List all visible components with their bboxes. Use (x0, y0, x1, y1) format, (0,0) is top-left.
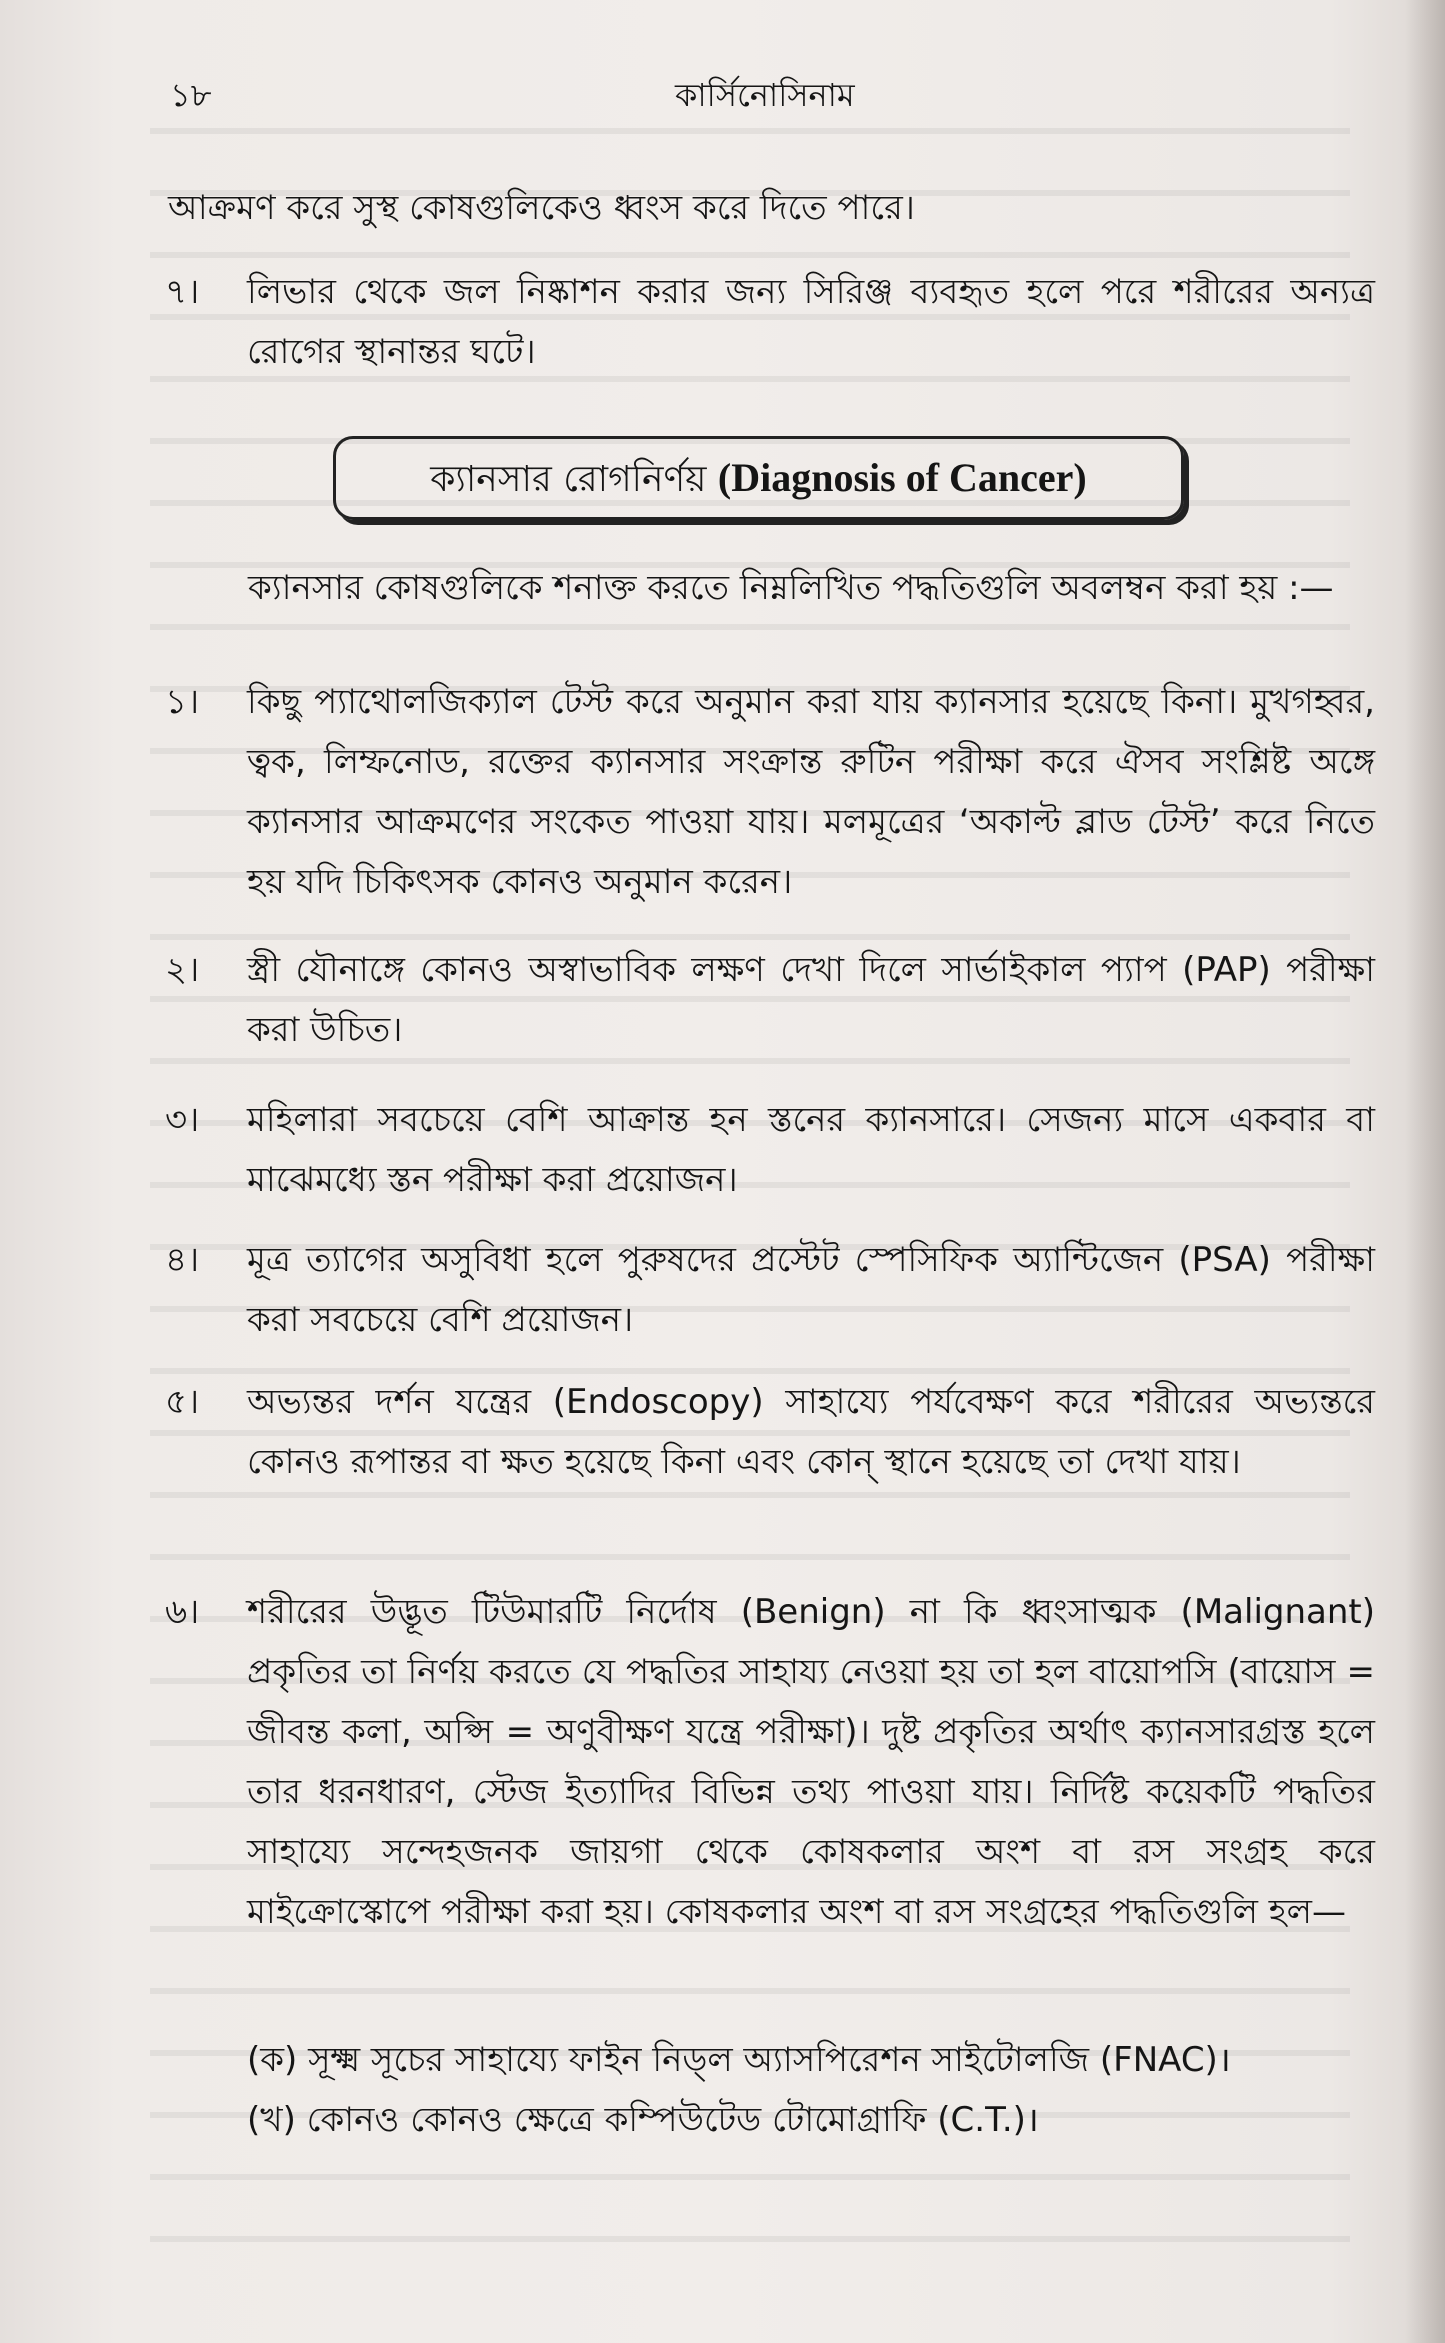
intro-paragraph: ক্যানসার কোষগুলিকে শনাক্ত করতে নিম্নলিখিত পদ্ধতিগুলি অবলম্বন করা হয় :— (248, 568, 1334, 608)
page-number: ১৮ (170, 76, 212, 114)
section-heading-box (333, 436, 1184, 520)
list-item-number: ৬। (165, 1592, 200, 1632)
section-heading-bengali: ক্যানসার রোগনির্ণয় (430, 459, 707, 500)
list-item-number: ১। (165, 682, 200, 722)
section-heading-english: (Diagnosis of Cancer) (717, 455, 1087, 500)
list-item-number: ৭। (165, 272, 200, 312)
list-item-number: ৫। (165, 1382, 200, 1422)
list-item-text: মহিলারা সবচেয়ে বেশি আক্রান্ত হন স্তনের ক্যানসারে। সেজন্য মাসে একবার বা মাঝেমধ্যে স্তন পরীক্ষা করা প্রয়োজন। (247, 1100, 1375, 1200)
list-item-text: কিছু প্যাথোলজিক্যাল টেস্ট করে অনুমান করা যায় ক্যানসার হয়েছে কিনা। মুখগহ্বর, ত্বক, লিম্ফনোড, রক্তের ক্যানসার সংক্রান্ত রুটিন পরীক্ষা করে ঐসব সংশ্লিষ্ট অঙ্গে ক্যানসার আক্রমণের সংকেত পাওয়া যায়। মলমূত্রের ‘অকাল্ট ব্লাড টেস্ট’ করে নিতে হয় যদি চিকিৎসক কোনও অনুমান করেন। (247, 682, 1375, 902)
page-header (170, 70, 1370, 120)
list-item-text: স্ত্রী যৌনাঙ্গে কোনও অস্বাভাবিক লক্ষণ দেখা দিলে সার্ভাইকাল প্যাপ (PAP) পরীক্ষা করা উচিত। (247, 950, 1375, 1050)
list-item-number: ৪। (165, 1240, 200, 1280)
list-item-text: অভ্যন্তর দর্শন যন্ত্রের (Endoscopy) সাহায্যে পর্যবেক্ষণ করে শরীরের অভ্যন্তরে কোনও রূপান্তর বা ক্ষত হয়েছে কিনা এবং কোন্ স্থানে হয়েছে তা দেখা যায়। (247, 1382, 1375, 1482)
list-item-number: ৩। (165, 1100, 200, 1140)
opening-line: আক্রমণ করে সুস্থ কোষগুলিকেও ধ্বংস করে দিতে পারে। (168, 188, 915, 228)
sub-item-kha: (খ) কোনও কোনও ক্ষেত্রে কম্পিউটেড টোমোগ্রাফি (C.T.)। (247, 2100, 1039, 2140)
running-title: কার্সিনোসিনাম (675, 76, 855, 114)
list-item-text: লিভার থেকে জল নিষ্কাশন করার জন্য সিরিঞ্জ ব্যবহৃত হলে পরে শরীরের অন্যত্র রোগের স্থানান্তর ঘটে। (247, 272, 1375, 372)
page-edge-shadow (1405, 0, 1445, 2343)
list-item-number: ২। (165, 950, 200, 990)
sub-item-ka: (ক) সূক্ষ্ম সূচের সাহায্যে ফাইন নিড্‌ল অ্যাসপিরেশন সাইটোলজি (FNAC)। (247, 2040, 1231, 2080)
list-item-text: মূত্র ত্যাগের অসুবিধা হলে পুরুষদের প্রস্টেট স্পেসিফিক অ্যান্টিজেন (PSA) পরীক্ষা করা সবচেয়ে বেশি প্রয়োজন। (247, 1240, 1375, 1340)
section-heading (336, 439, 1181, 519)
list-item-text: শরীরের উদ্ভূত টিউমারটি নির্দোষ (Benign) না কি ধ্বংসাত্মক (Malignant) প্রকৃতির তা নির্ণয় করতে যে পদ্ধতির সাহায্য নেওয়া হয় তা হল বায়োপসি (বায়োস = জীবন্ত কলা, অপ্সি = অণুবীক্ষণ যন্ত্রে পরীক্ষা)। দুষ্ট প্রকৃতির অর্থাৎ ক্যানসারগ্রস্ত হলে তার ধরনধারণ, স্টেজ ইত্যাদির বিভিন্ন তথ্য পাওয়া যায়। নির্দিষ্ট কয়েকটি পদ্ধতির সাহায্যে সন্দেহজনক জায়গা থেকে কোষকলার অংশ বা রস সংগ্রহ করে মাইক্রোস্কোপে পরীক্ষা করা হয়। কোষকলার অংশ বা রস সংগ্রহের পদ্ধতিগুলি হল— (247, 1592, 1375, 1932)
